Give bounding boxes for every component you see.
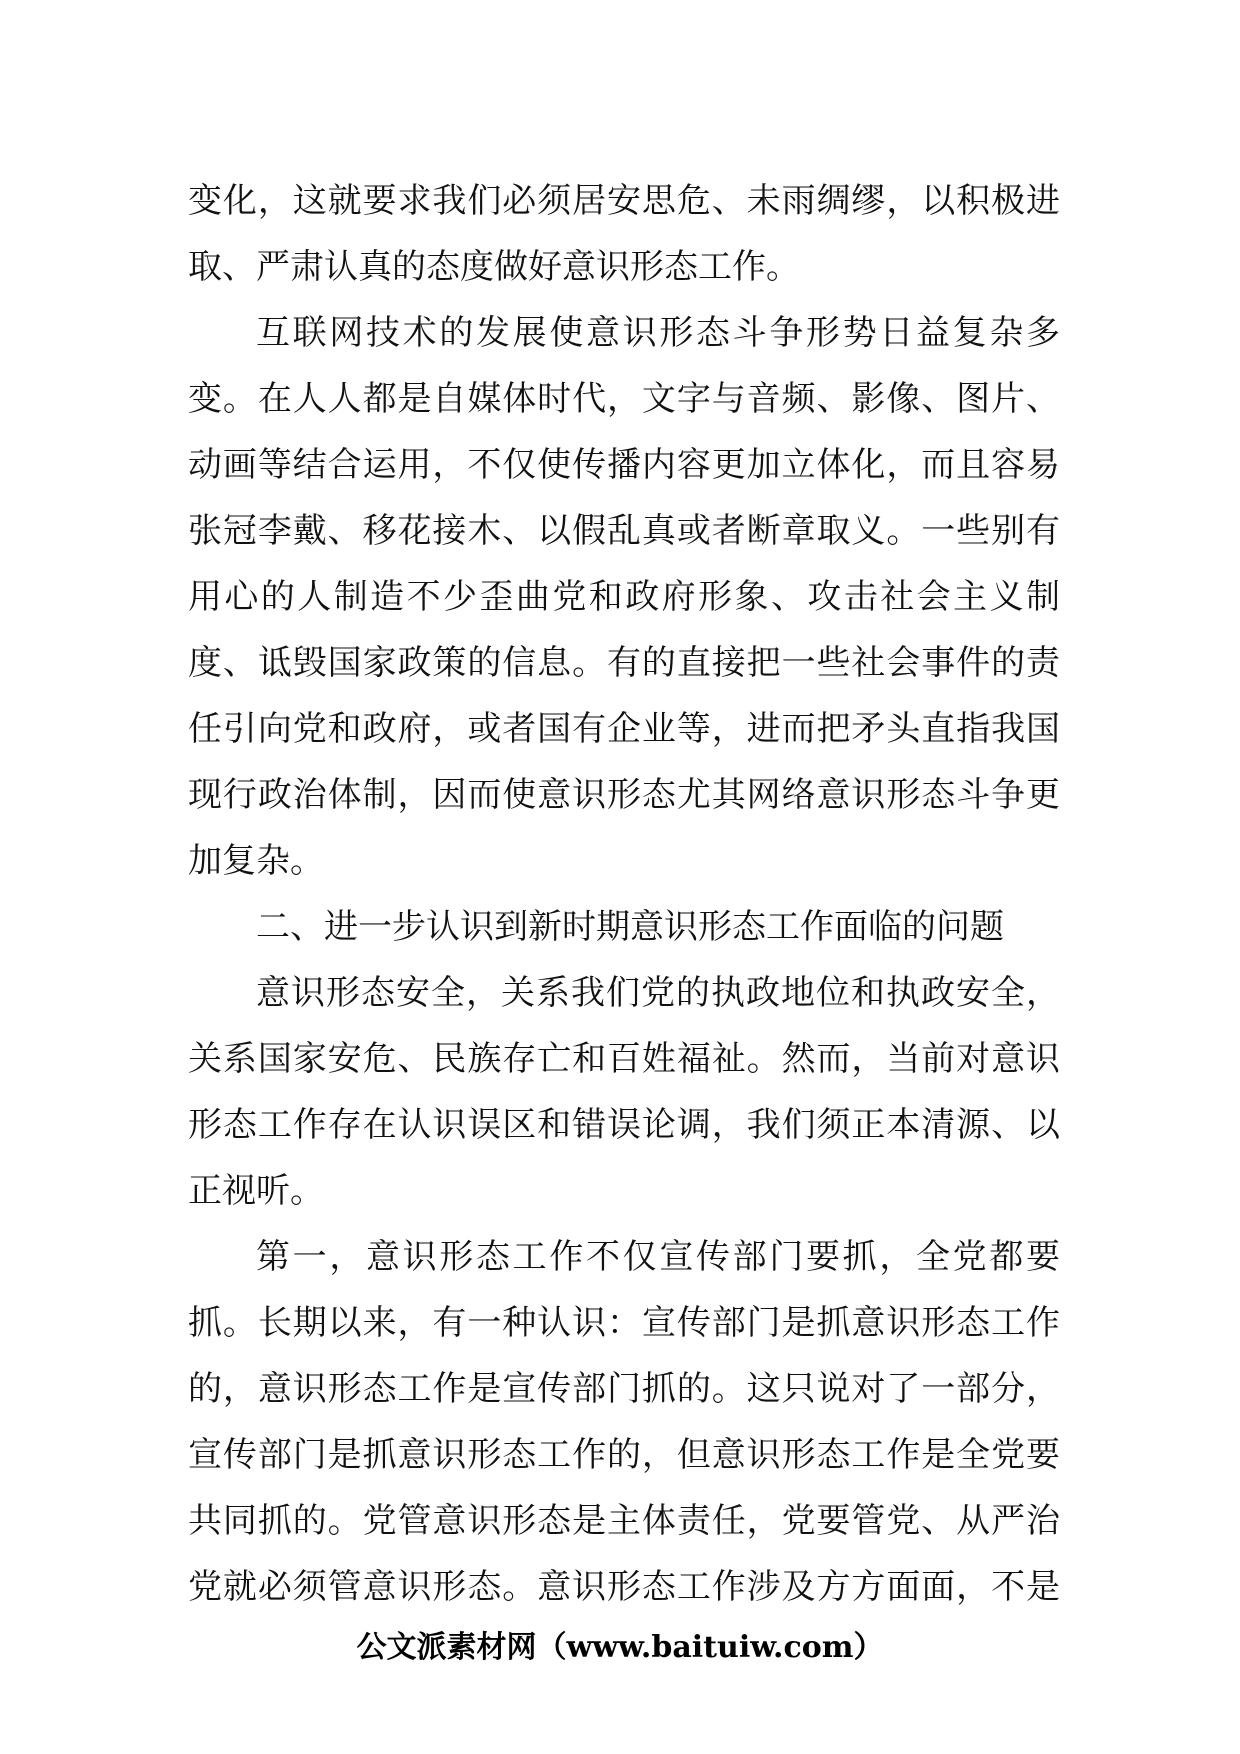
text-line: 的，意识形态工作是宣传部门抓的。这只说对了一部分， <box>188 1369 1060 1409</box>
text-line: 第一，意识形态工作不仅宣传部门要抓，全党都要 <box>256 1237 1060 1277</box>
section-heading <box>188 894 1060 960</box>
text-line: 用心的人制造不少歪曲党和政府形象、攻击社会主义制 <box>188 577 1060 617</box>
footer-source: 公文派素材网（www.baituiw.com） <box>356 1630 884 1665</box>
heading-text: 二、进一步认识到新时期意识形态工作面临的问题 <box>256 907 1004 947</box>
text-line: 变化，这就要求我们必须居安思危、未雨绸缪，以积极进 <box>188 181 1060 221</box>
paragraph <box>188 1224 1060 1620</box>
paragraph <box>188 300 1060 894</box>
text-line: 度、诋毁国家政策的信息。有的直接把一些社会事件的责 <box>188 643 1060 683</box>
text-line: 张冠李戴、移花接木、以假乱真或者断章取义。一些别有 <box>188 511 1060 551</box>
text-line: 宣传部门是抓意识形态工作的，但意识形态工作是全党要 <box>188 1435 1060 1475</box>
text-line: 党就必须管意识形态。意识形态工作涉及方方面面，不是 <box>188 1567 1060 1607</box>
text-line: 正视听。 <box>188 1171 324 1211</box>
document-body <box>188 168 1060 1620</box>
text-line: 关系国家安危、民族存亡和百姓福祉。然而，当前对意识 <box>188 1039 1060 1079</box>
text-line: 现行政治体制，因而使意识形态尤其网络意识形态斗争更 <box>188 775 1060 815</box>
text-line: 变。在人人都是自媒体时代，文字与音频、影像、图片、 <box>188 379 1060 419</box>
text-line: 形态工作存在认识误区和错误论调，我们须正本清源、以 <box>188 1105 1060 1145</box>
text-line: 抓。长期以来，有一种认识：宣传部门是抓意识形态工作 <box>188 1303 1060 1343</box>
text-line: 共同抓的。党管意识形态是主体责任，党要管党、从严治 <box>188 1501 1060 1541</box>
text-line: 意识形态安全，关系我们党的执政地位和执政安全， <box>256 973 1060 1013</box>
text-line: 互联网技术的发展使意识形态斗争形势日益复杂多 <box>256 313 1060 353</box>
paragraph <box>188 168 1060 300</box>
text-line: 取、严肃认真的态度做好意识形态工作。 <box>188 247 800 287</box>
paragraph <box>188 960 1060 1224</box>
text-line: 动画等结合运用，不仅使传播内容更加立体化，而且容易 <box>188 445 1060 485</box>
text-line: 任引向党和政府，或者国有企业等，进而把矛头直指我国 <box>188 709 1060 749</box>
text-line: 加复杂。 <box>188 841 324 881</box>
